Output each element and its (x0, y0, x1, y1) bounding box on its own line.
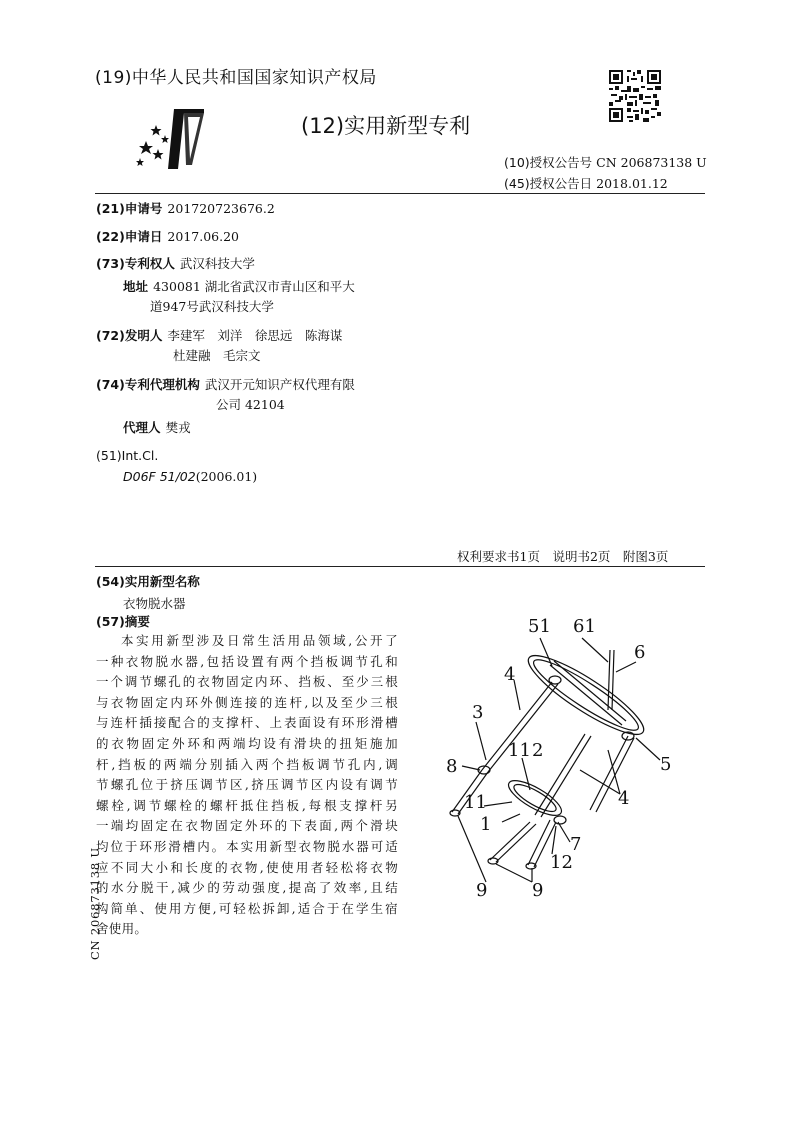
abstract-line: 均位于环形滑槽内。本实用新型衣物脱水器可适 (96, 838, 398, 854)
section-divider (95, 566, 705, 567)
address-label: 地址 (123, 279, 149, 294)
utility-model-name: 衣物脱水器 (123, 596, 186, 611)
publication-date (504, 174, 668, 192)
publication-number (504, 153, 707, 171)
qr-code-icon (609, 70, 661, 122)
figure-label: 12 (550, 852, 573, 873)
agency-line-2: 公司 42104 (216, 397, 285, 412)
figure-label: 6 (634, 642, 646, 663)
figure-label: 3 (472, 702, 484, 723)
figure-label: 2 (532, 740, 544, 761)
inventors-line-1: 李建军 刘洋 徐思远 陈海谋 (167, 328, 343, 343)
agent (123, 417, 191, 436)
figure-label: 8 (446, 756, 458, 777)
figure-label: 5 (660, 754, 672, 775)
address-line-2: 道947号武汉科技大学 (150, 299, 274, 314)
abstract-line: 节螺孔位于挤压调节区,挤压调节区内设有调节 (96, 777, 398, 793)
intcl-classification (123, 466, 257, 485)
agency-label: (74)专利代理机构 (96, 377, 200, 392)
figure-label: 11 (508, 740, 531, 761)
abstract-line: 一个调节螺孔的衣物固定内环、挡板、至少三根 (96, 674, 398, 690)
abstract-line: 一种衣物脱水器,包括设置有两个挡板调节孔和 (96, 653, 398, 669)
publication-date-label: (45)授权公告日 (504, 176, 593, 191)
abstract-line: 应不同大小和长度的衣物,使使用者轻松将衣物 (96, 859, 398, 875)
agency-line-1: 武汉开元知识产权代理有限 (204, 377, 355, 392)
patent-office-header: (19)中华人民共和国国家知识产权局 (95, 68, 377, 88)
abstract-line: 杆,挡板的两端分别插入两个挡板调节孔内,调 (96, 756, 398, 772)
abstract-label: (57)摘要 (96, 614, 150, 629)
abstract-line: 与连杆插接配合的支撑杆、上表面设有环形滑槽 (96, 715, 398, 731)
figure-label: 51 (528, 616, 551, 637)
abstract-line: 的衣物固定外环和两端均设有滑块的扭矩施加 (96, 735, 398, 751)
application-date-label: (22)申请日 (96, 229, 163, 244)
cnipa-logo-icon (132, 103, 214, 173)
figure-label: 4 (504, 664, 516, 685)
device-drawing (440, 610, 700, 900)
inventors (96, 325, 342, 344)
abstract-line: 构简单、使用方便,可轻松拆卸,适合于在学生宿 (96, 900, 398, 916)
abstract-text (96, 631, 398, 940)
agency (96, 374, 355, 393)
abstract-line: 的水分脱干,减少的劳动强度,提高了效率,且结 (96, 880, 398, 896)
publication-date-value: 2018.01.12 (596, 176, 668, 191)
patentee (96, 253, 255, 272)
figure-label: 7 (570, 834, 582, 855)
inventors-line-2: 杜建融 毛宗文 (173, 348, 261, 363)
side-publication-number: CN 206873138 U (88, 847, 102, 960)
application-number-label: (21)申请号 (96, 201, 163, 216)
publication-number-value: CN 206873138 U (596, 155, 707, 170)
utility-model-name-label: (54)实用新型名称 (96, 574, 200, 589)
application-number (96, 198, 275, 217)
patentee-label: (73)专利权人 (96, 256, 175, 271)
header-divider (95, 193, 705, 194)
publication-number-label: (10)授权公告号 (504, 155, 593, 170)
figure-label: 9 (476, 880, 488, 900)
agent-value: 樊戎 (165, 420, 191, 435)
abstract-line: 本实用新型涉及日常生活用品领域,公开了 (121, 633, 398, 648)
figure-label: 61 (573, 616, 596, 637)
figure-label: 9 (532, 880, 544, 900)
abstract-line: 与衣物固定内环外侧连接的连杆,以及至少三根 (96, 694, 398, 710)
intcl-label: (51)Int.Cl. (96, 448, 159, 463)
abstract-line: 一端均固定在衣物固定外环的下表面,两个滑块 (96, 818, 398, 834)
figure-label: 11 (464, 792, 487, 813)
patentee-value: 武汉科技大学 (179, 256, 255, 271)
intcl-version: (2006.01) (195, 469, 258, 484)
figure-label: 1 (480, 814, 492, 835)
inventors-label: (72)发明人 (96, 328, 163, 343)
application-date-value: 2017.06.20 (167, 229, 239, 244)
address-line-1: 430081 湖北省武汉市青山区和平大 (153, 279, 355, 294)
pages-summary: 权利要求书1页 说明书2页 附图3页 (457, 549, 669, 564)
application-number-value: 201720723676.2 (167, 201, 275, 216)
application-date (96, 226, 239, 245)
abstract-line: 舍使用。 (96, 921, 148, 937)
address (123, 276, 355, 295)
agent-label: 代理人 (123, 420, 161, 435)
intcl-code: D06F 51/02 (123, 469, 196, 484)
figure-label: 4 (618, 788, 630, 809)
abstract-line: 螺栓,调节螺栓的螺杆抵住挡板,每根支撑杆另 (96, 797, 398, 813)
patent-type-title: (12)实用新型专利 (301, 114, 471, 138)
